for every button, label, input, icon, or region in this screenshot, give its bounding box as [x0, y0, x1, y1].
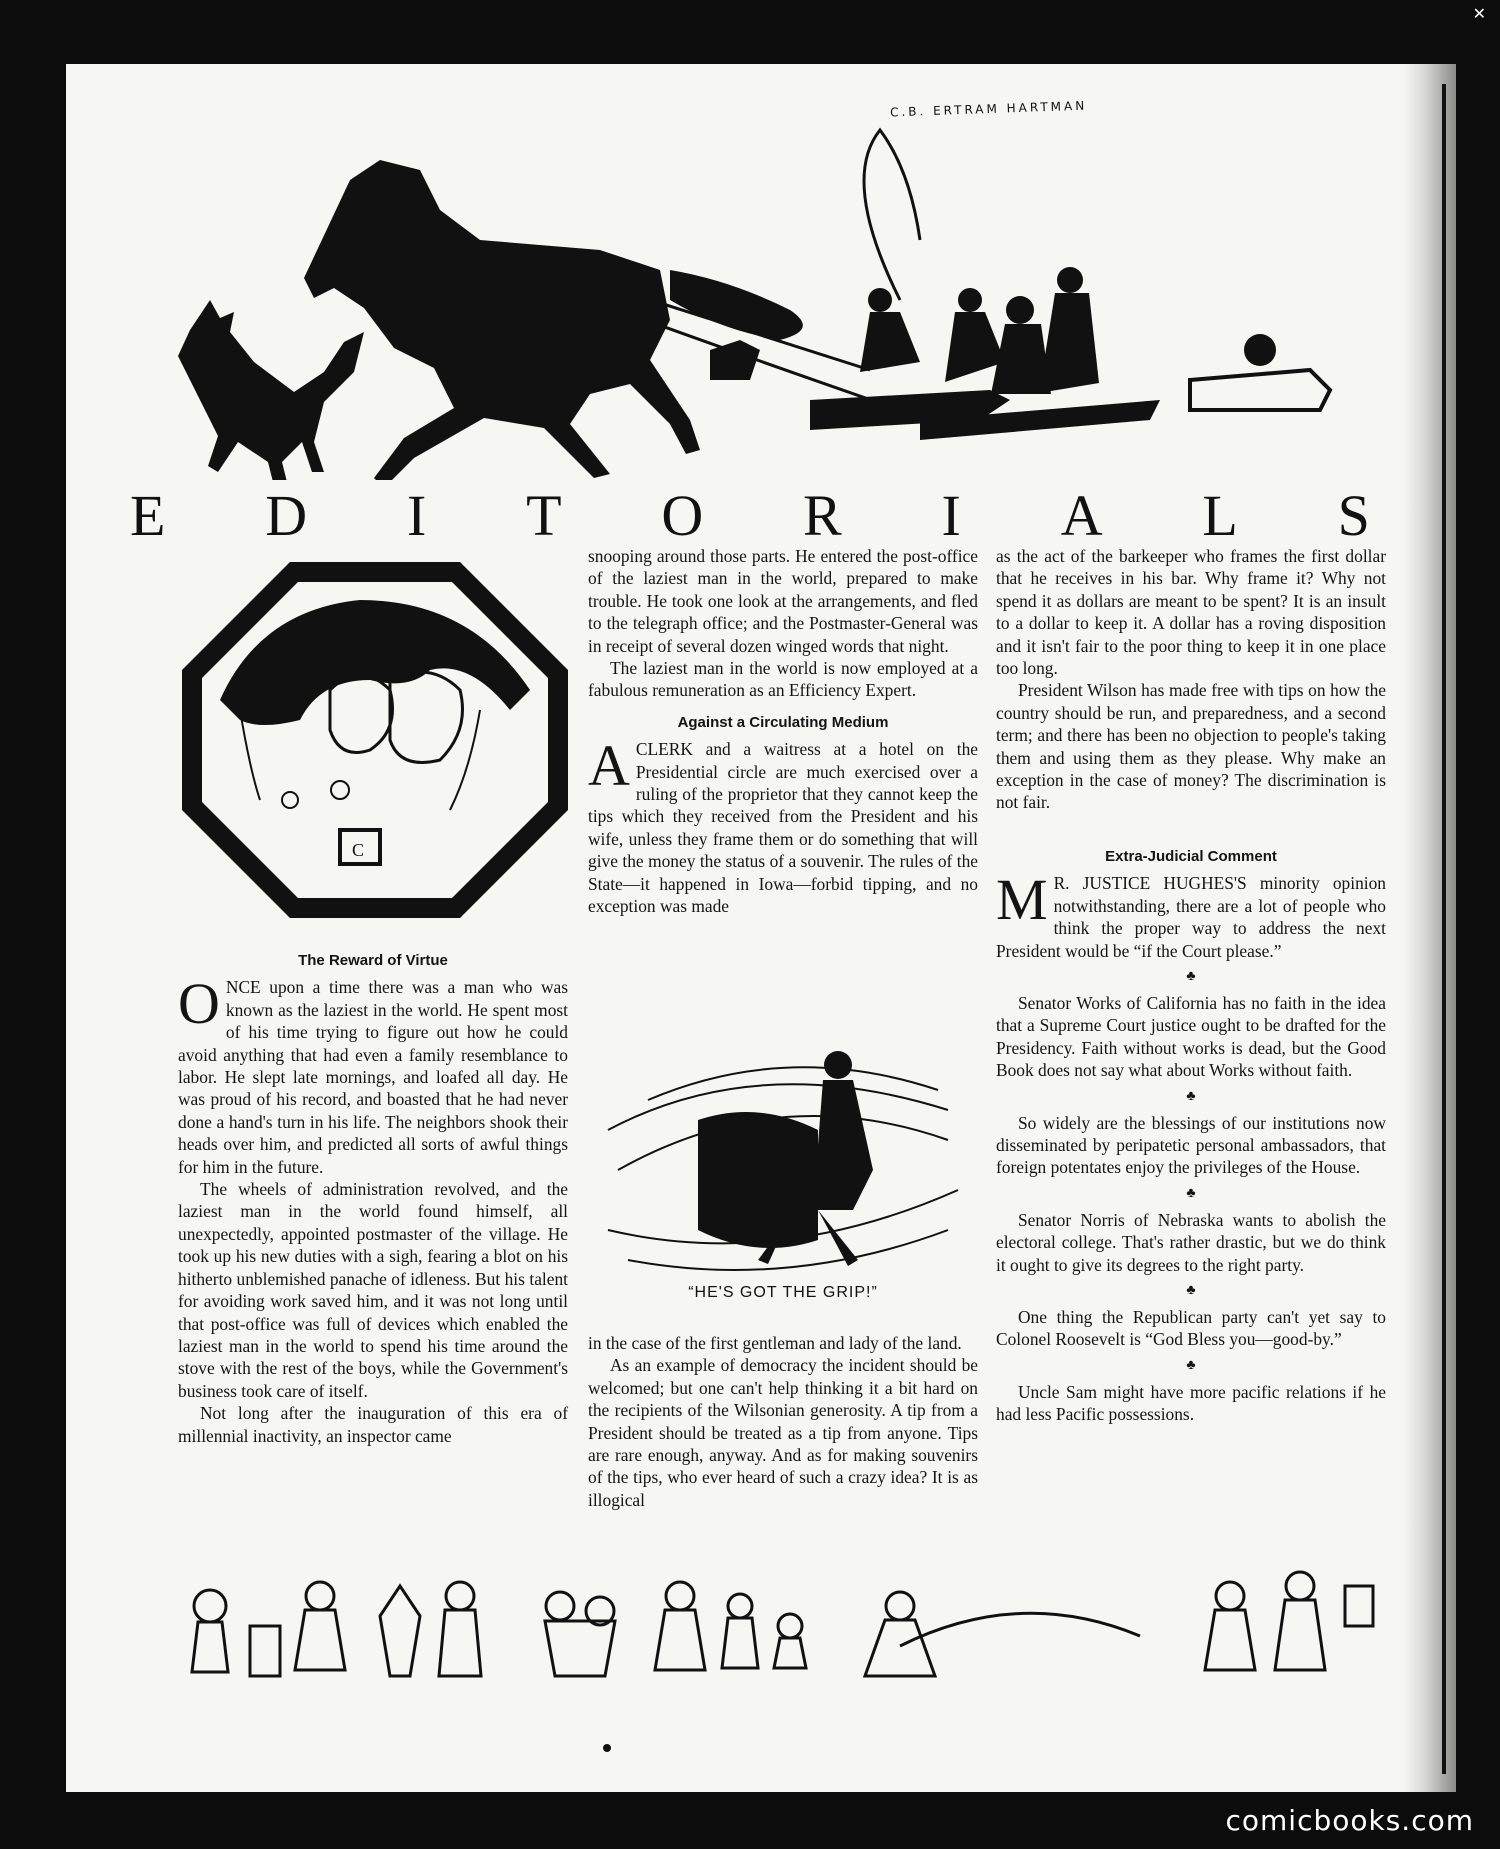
article-paragraph: As an example of democracy the incident should be welcomed; but one can't help thinking it a bit hard on the recipients of the Wilsonian generosity. A tip from a President should be treated as a tip from anyone. Tips are rare enough, anyway. And as for making souvenirs of the tips, who ever heard of such a crazy idea? It is as illogical [588, 1355, 978, 1510]
banner-letter: S [1337, 482, 1370, 548]
column-2 [588, 545, 978, 918]
column-2-continued [588, 1332, 978, 1511]
banner-letter: I [406, 482, 427, 548]
article-paragraph [588, 733, 978, 917]
article-paragraph: One thing the Republican party can't yet say to Colonel Roosevelt is “God Bless you—good-by.” [996, 1306, 1386, 1350]
footer-figures-illustration [180, 1566, 1380, 1686]
article-paragraph: Uncle Sam might have more pacific relations if he had less Pacific possessions. [996, 1381, 1386, 1425]
article-paragraph: Not long after the inauguration of this era of millennial inactivity, an inspector came [178, 1403, 568, 1446]
banner-letter: T [526, 482, 562, 548]
drop-cap: M [996, 867, 1048, 933]
headline-extra-judicial: Extra-Judicial Comment [1105, 847, 1277, 865]
drop-cap: A [588, 733, 630, 799]
cartoon-caption: “HE'S GOT THE GRIP!” [688, 1284, 878, 1301]
article-paragraph: snooping around those parts. He entered the post-office of the laziest man in the world, prepared to make trouble. He took one look at the arrangements, and fled to the telegraph office; and the Postmaster-General was in receipt of several dozen winged words that night. [588, 546, 978, 656]
spine-rule [1442, 84, 1446, 1774]
page-dot [603, 1744, 611, 1752]
corner-mark-icon: ✕ [1472, 4, 1486, 23]
banner-letter: R [803, 482, 842, 548]
drop-cap: O [178, 971, 220, 1037]
banner-letter: O [661, 482, 704, 548]
club-separator-icon: ♣ [1186, 1088, 1196, 1104]
banner-letter: I [941, 482, 961, 548]
headline-circulating-medium: Against a Circulating Medium [677, 713, 889, 731]
club-separator-icon: ♣ [1186, 1357, 1196, 1373]
article-paragraph: So widely are the blessings of our institutions now disseminated by peripatetic personal ambassadors, that foreign potentates enjoy the privileges of the House. [996, 1112, 1386, 1178]
editorials-banner [130, 480, 1370, 550]
article-paragraph [178, 971, 568, 1178]
column-1 [178, 940, 568, 1447]
watermark: comicbooks.com [1225, 1804, 1474, 1837]
svg-text:C: C [352, 840, 365, 860]
article-paragraph [996, 867, 1386, 962]
sleigh-silhouette-illustration [110, 100, 1370, 480]
article-paragraph: in the case of the first gentleman and lady of the land. [588, 1333, 962, 1353]
paragraph-text: R. JUSTICE HUGHES'S minority opinion notwithstanding, there are a lot of people who think the proper way to address the next President would be “if the Court please.” [996, 873, 1386, 961]
club-separator-icon: ♣ [1186, 968, 1196, 984]
octagon-portrait-illustration [180, 560, 570, 920]
banner-letter: D [265, 482, 308, 548]
banner-letter: E [130, 482, 166, 548]
banner-letter: A [1060, 482, 1103, 548]
headline-reward-of-virtue: The Reward of Virtue [298, 952, 448, 969]
article-paragraph: President Wilson has made free with tips on how the country should be run, and preparedness, and a second term; and there has been no objection to people's taking them and using them as they please. Why make an exception in the case of money? The discrimination is not fair. [996, 680, 1386, 813]
paragraph-text: NCE upon a time there was a man who was known as the laziest in the world. He spent most of his time trying to figure out how he could avoid anything that had even a family resemblance to labor. He slept late mornings, and loafed all day. He was proud of his record, and boasted that he had never done a hand's turn in his life. The neighbors shook their heads over him, and predicted all sorts of awful things for him in the future. [178, 977, 568, 1177]
club-separator-icon: ♣ [1186, 1282, 1196, 1298]
article-paragraph: The laziest man in the world is now employed at a fabulous remuneration as an Efficiency Expert. [588, 658, 978, 701]
club-separator-icon: ♣ [1186, 1185, 1196, 1201]
banner-letter: L [1202, 482, 1238, 548]
column-3 [996, 545, 1386, 1426]
article-paragraph: Senator Norris of Nebraska wants to abolish the electoral college. That's rather drastic, but we do think it ought to give its degrees to the right party. [996, 1209, 1386, 1275]
article-paragraph: Senator Works of California has no faith in the idea that a Supreme Court justice ought to be drafted for the Presidency. Faith without works is dead, but the Good Book does not say what about Works without faith. [996, 992, 1386, 1081]
page-spine [1404, 64, 1456, 1792]
article-paragraph: as the act of the barkeeper who frames the first dollar that he receives in his bar. Why frame it? Why not spend it as dollars are meant to be spent? It is an insult to a dollar to keep it. A dollar has a roving disposition and it isn't fair to the poor thing to keep it in one place too long. [996, 546, 1386, 679]
paragraph-text: CLERK and a waitress at a hotel on the Presidential circle are much exercised over a ruling of the proprietor that they cannot keep the tips which they received from the President and his wife, unless they frame them or do something that will give the money the status of a souvenir. The rules of the State—it happened in Iowa—forbid tipping, and no exception was made [588, 739, 978, 917]
artist-signature: C.B. ERTRAM HARTMAN [889, 98, 1088, 120]
grip-cartoon-illustration [588, 1010, 978, 1320]
article-paragraph: The wheels of administration revolved, and the laziest man in the world found himself, all unexpectedly, appointed postmaster of the village. He took up his new duties with a sigh, fearing a blot on his hitherto unblemished panache of idleness. But his talent for avoiding work saved him, and it was not long until that post-office was full of devices which enabled the laziest man in the world to spend his time around the stove with the rest of the boys, while the Government's business took care of itself. [178, 1179, 568, 1401]
